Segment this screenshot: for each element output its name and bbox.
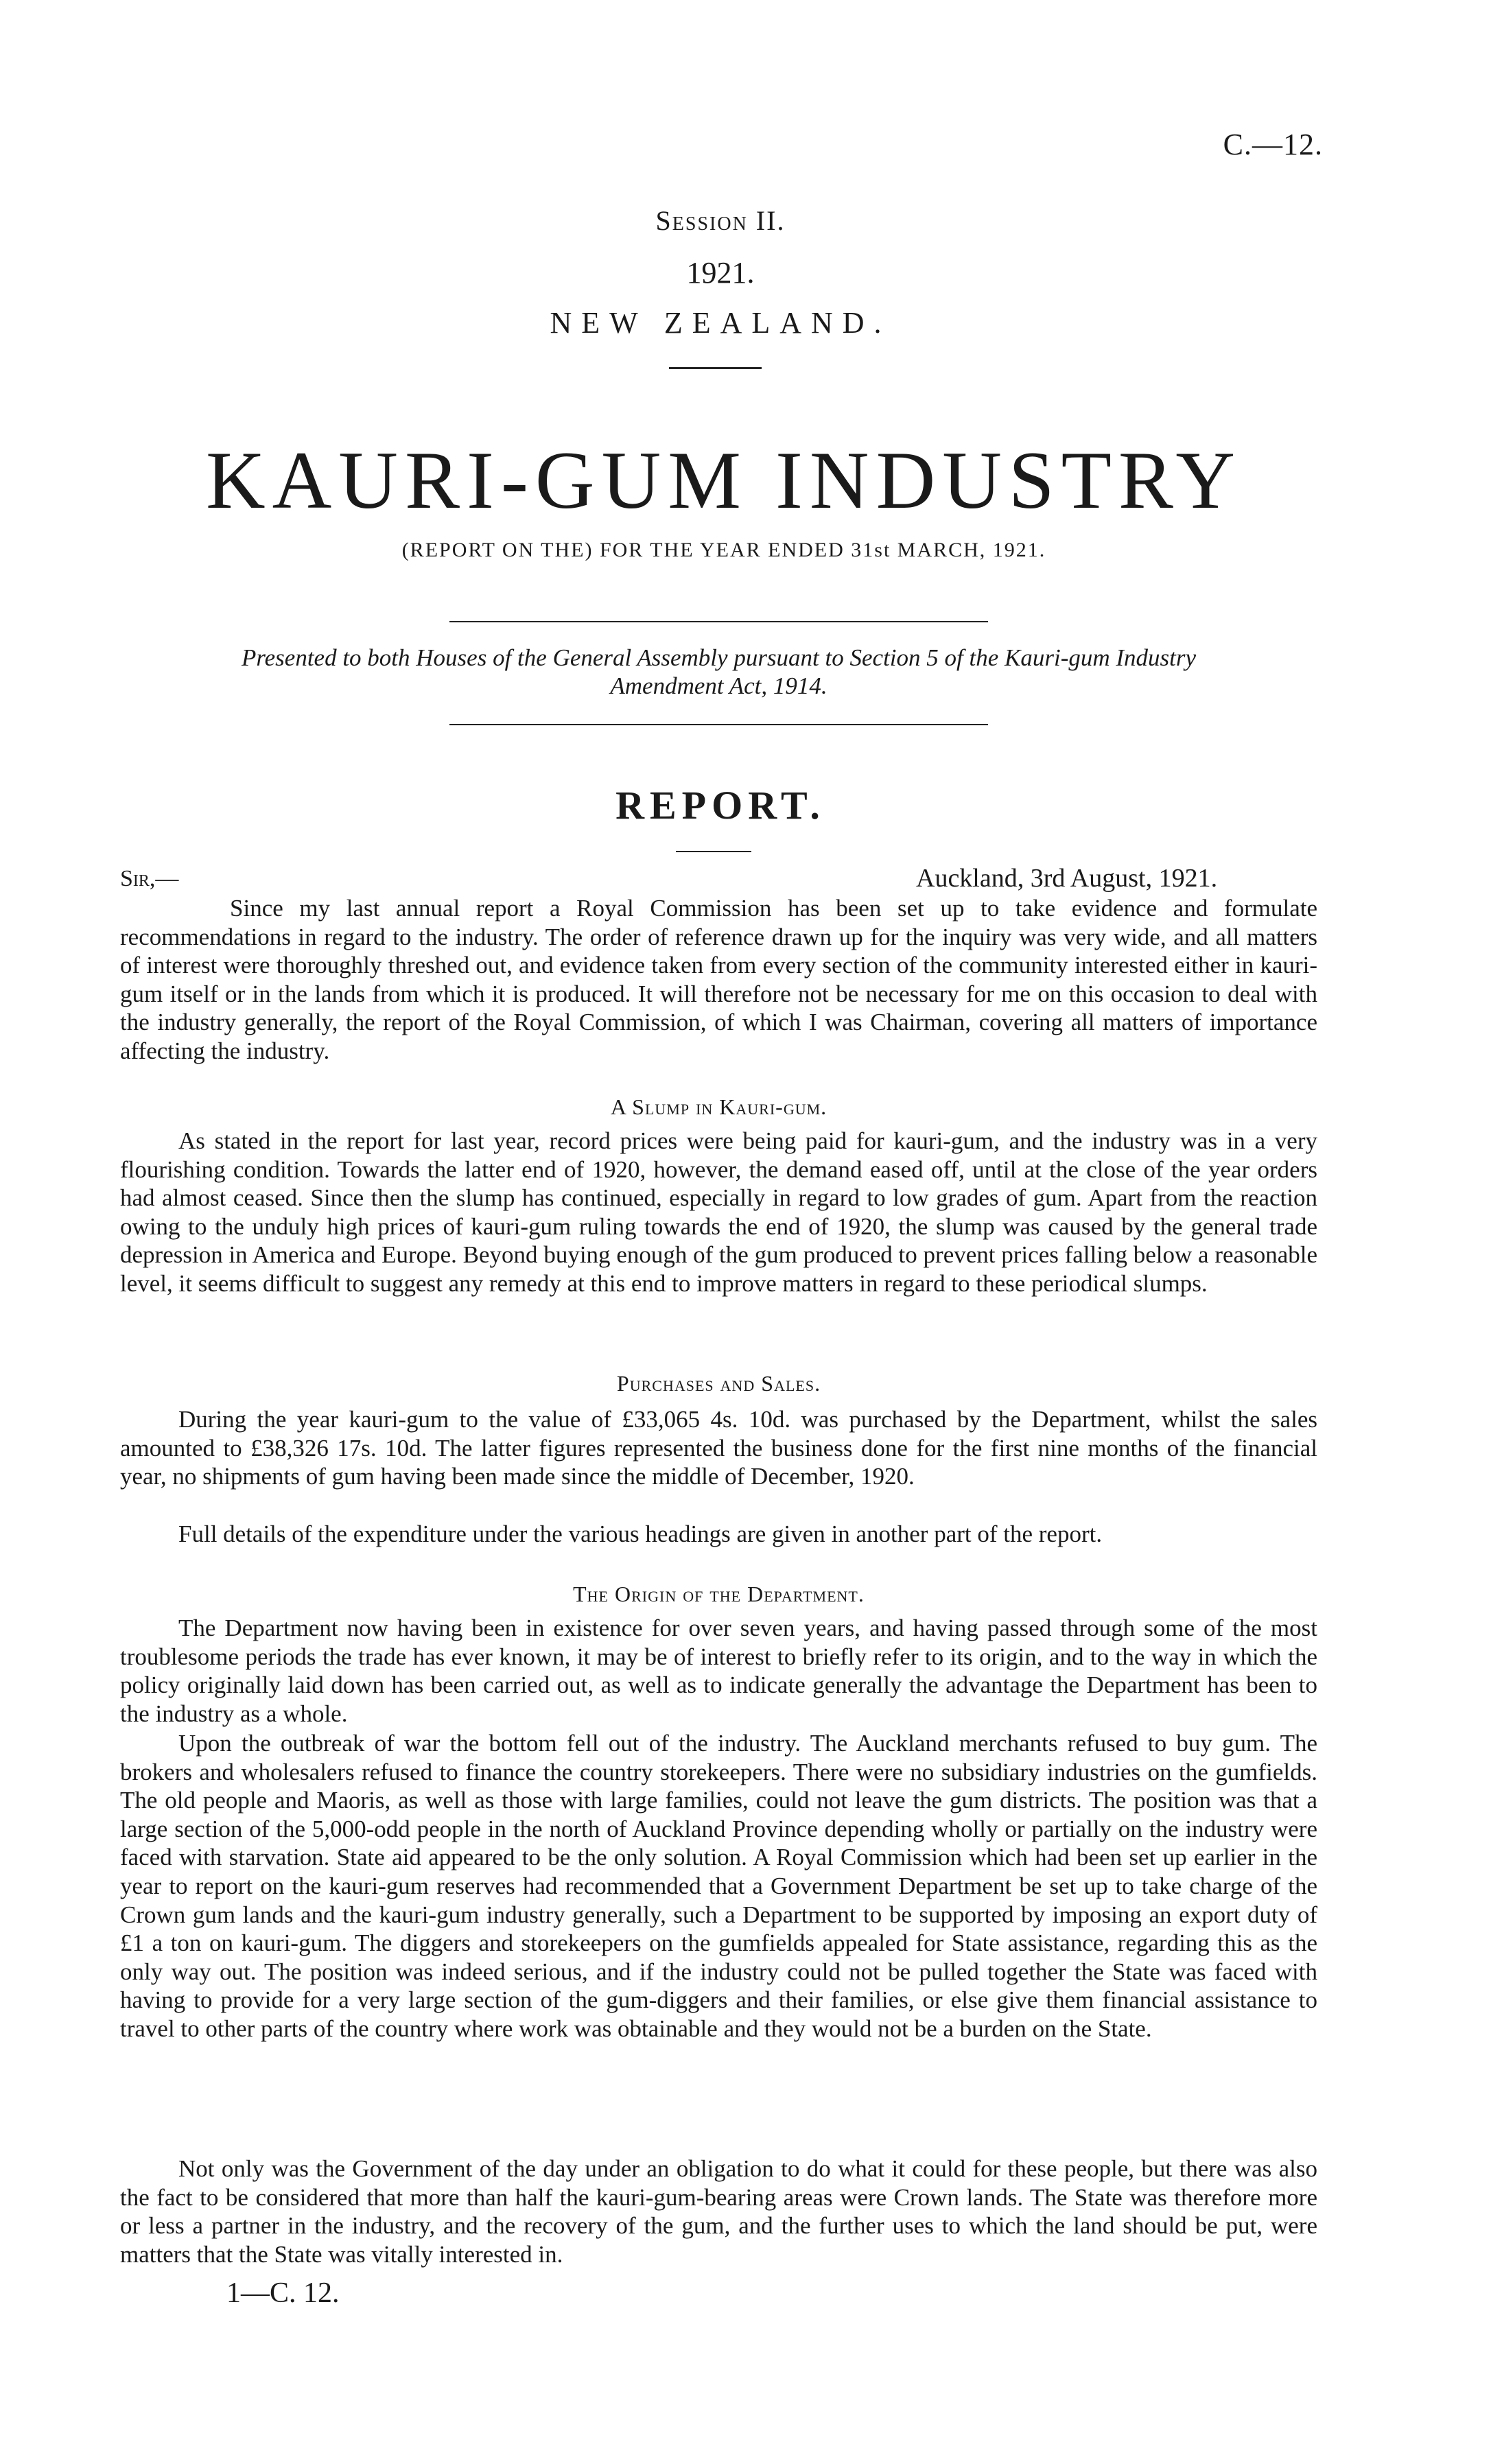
divider-report (676, 851, 751, 852)
session-label: Session II. (655, 205, 786, 236)
heading-origin: The Origin of the Department. (573, 1582, 865, 1606)
report-heading: REPORT. (615, 783, 825, 828)
paragraph-origin-1: The Department now having been in existence for over seven years, and having passed through some of the most troublesome periods the trade has ever known, it may be of interest to briefly refer to its origin, and to the way in which the policy originally laid down has been carried out, as well as to indicate generally the advantage the Department has been to the industry as a whole. (120, 1615, 1317, 1727)
country-label: NEW ZEALAND. (550, 306, 891, 340)
place-date: Auckland, 3rd August, 1921. (916, 864, 1218, 893)
document-subtitle: (REPORT ON THE) FOR THE YEAR ENDED 31st MARCH, 1921. (401, 539, 1046, 561)
presented-line-2: Amendment Act, 1914. (610, 672, 827, 699)
paragraph-origin-3: Not only was the Government of the day under an obligation to do what it could for these people, but there was also the fact to be considered that more than half the kauri-gum-bearing areas were Crown lands. The State was therefore more or less a partner in the industry, and the recovery of the gum, and the further uses to which the land should be put, were matters that the State was vitally interested in. (120, 2155, 1317, 2268)
document-reference: C.—12. (1223, 128, 1323, 161)
presented-statement (120, 644, 1317, 700)
paragraph-details: Full details of the expenditure under the various headings are given in another part of the report. (178, 1521, 1103, 1547)
paragraph-intro: Since my last annual report a Royal Commission has been set up to take evidence and formulate recommendations in regard to the industry. The order of reference drawn up for the inquiry was very wide, and all matters of interest were thoroughly threshed out, and evidence taken from every section of the community interested either in kauri-gum itself or in the lands from which it is produced. It will therefore not be necessary for me on this occasion to deal with the industry generally, the report of the Royal Commission, of which I was Chairman, covering all matters of importance affecting the industry. (120, 895, 1317, 1064)
year-label: 1921. (686, 256, 755, 290)
footer-reference: 1—C. 12. (226, 2277, 340, 2309)
salutation: Sir,— (120, 866, 179, 891)
divider-bottom (449, 724, 988, 725)
divider-top (449, 621, 988, 622)
divider-short (669, 367, 762, 369)
paragraph-slump: As stated in the report for last year, record prices were being paid for kauri-gum, and the industry was in a very flourishing condition. Towards the latter end of 1920, however, the demand eased off, until at the close of the year orders had almost ceased. Since then the slump has continued, especially in regard to low grades of gum. Apart from the reaction owing to the unduly high prices of kauri-gum ruling towards the end of 1920, the slump was caused by the general trade depression in America and Europe. Beyond buying enough of the gum produced to prevent prices falling below a reasonable level, it seems difficult to suggest any remedy at this end to improve matters in regard to these periodical slumps. (120, 1127, 1317, 1297)
presented-line-1: Presented to both Houses of the General Assembly pursuant to Section 5 of the Kauri-gum Industry (241, 644, 1197, 671)
heading-slump: A Slump in Kauri-gum. (610, 1094, 827, 1119)
document-title: KAURI-GUM INDUSTRY (205, 434, 1243, 526)
heading-purchases: Purchases and Sales. (616, 1371, 821, 1396)
paragraph-purchases: During the year kauri-gum to the value of £33,065 4s. 10d. was purchased by the Department, whilst the sales amounted to £38,326 17s. 10d. The latter figures represented the business done for the first nine months of the financial year, no shipments of gum having been made since the middle of December, 1920. (120, 1406, 1317, 1490)
paragraph-origin-2: Upon the outbreak of war the bottom fell out of the industry. The Auckland merchants refused to buy gum. The brokers and wholesalers refused to finance the country storekeepers. There were no subsidiary industries on the gumfields. The old people and Maoris, as well as those with large families, could not leave the gum districts. The position was that a large section of the 5,000-odd people in the north of Auckland Province depending wholly or partially on the industry were faced with starvation. State aid appeared to be the only solution. A Royal Commission which had been set up earlier in the year to report on the kauri-gum reserves had recommended that a Government Department be set up to take charge of the Crown gum lands and the kauri-gum industry generally, such a Department to be supported by imposing an export duty of £1 a ton on kauri-gum. The diggers and storekeepers on the gumfields appealed for State assistance, regarding this as the only way out. The position was indeed serious, and if the industry could not be pulled together the State was faced with having to provide for a very large section of the gum-diggers and their families, or else give them financial assistance to travel to other parts of the country where work was obtainable and they would not be a burden on the State. (120, 1730, 1317, 2042)
